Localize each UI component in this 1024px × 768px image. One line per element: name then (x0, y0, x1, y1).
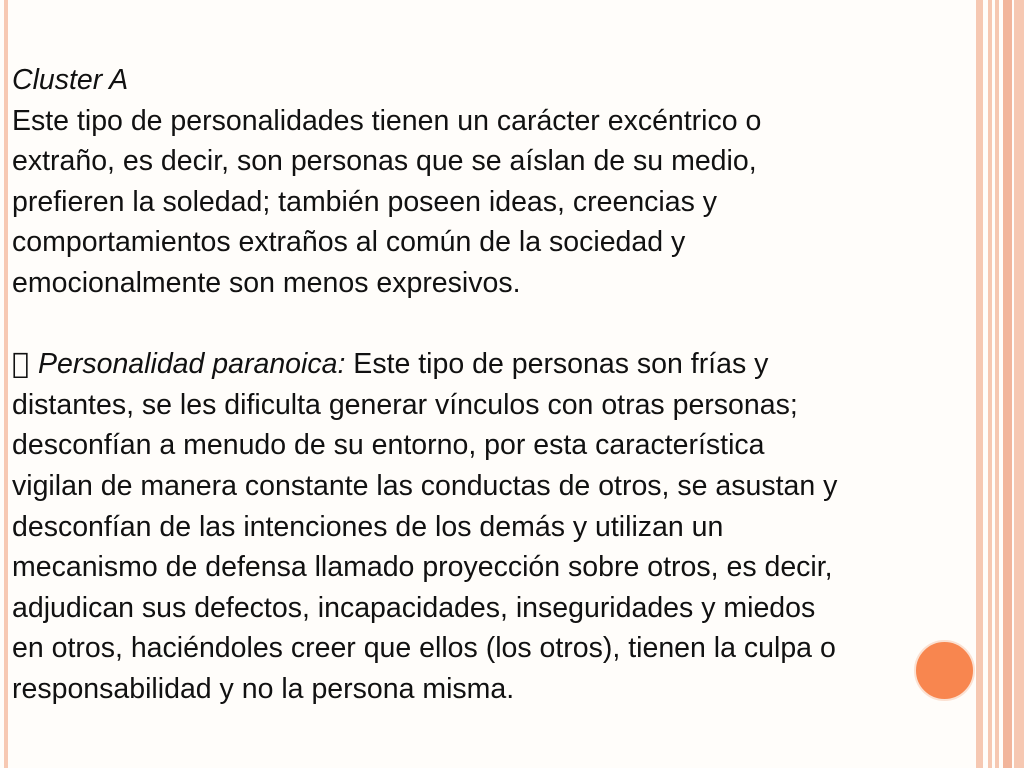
intro-line: prefieren la soledad; también poseen ideas, creencias y (12, 185, 718, 218)
bullet-line: desconfían a menudo de su entorno, por esta característica (12, 429, 765, 462)
bullet-icon (12, 344, 38, 385)
slide-body (12, 60, 1012, 710)
bullet-line: vigilan de manera constante las conductas de otros, se asustan y (12, 469, 838, 502)
bullet-line: responsabilidad y no la persona misma. (12, 672, 515, 705)
paragraph-spacer (12, 304, 1012, 345)
intro-line: emocionalmente son menos expresivos. (12, 266, 521, 299)
decorative-band (1014, 0, 1024, 768)
bullet-line: mecanismo de defensa llamado proyección sobre otros, es decir, (12, 551, 833, 584)
bullet-line: en otros, haciéndoles creer que ellos (los otros), tienen la culpa o (12, 632, 836, 665)
intro-line: comportamientos extraños al común de la sociedad y (12, 226, 686, 259)
bullet-first-line (12, 344, 1012, 385)
intro-line: Este tipo de personalidades tienen un carácter excéntrico o (12, 104, 762, 137)
bullet-term: Personalidad paranoica: (38, 348, 346, 381)
bullet-line: desconfían de las intenciones de los demás y utilizan un (12, 510, 724, 543)
bullet-first-line-text: Este tipo de personas son frías y (345, 348, 769, 381)
left-edge-stripe (4, 0, 8, 768)
bullet-item (12, 344, 1012, 709)
intro-line: extraño, es decir, son personas que se aíslan de su medio, (12, 145, 757, 178)
section-heading: Cluster A (12, 64, 129, 96)
bullet-line: distantes, se les dificulta generar vínculos con otras personas; (12, 388, 798, 421)
bullet-line: adjudican sus defectos, incapacidades, inseguridades y miedos (12, 591, 816, 624)
intro-paragraph (12, 101, 1012, 304)
